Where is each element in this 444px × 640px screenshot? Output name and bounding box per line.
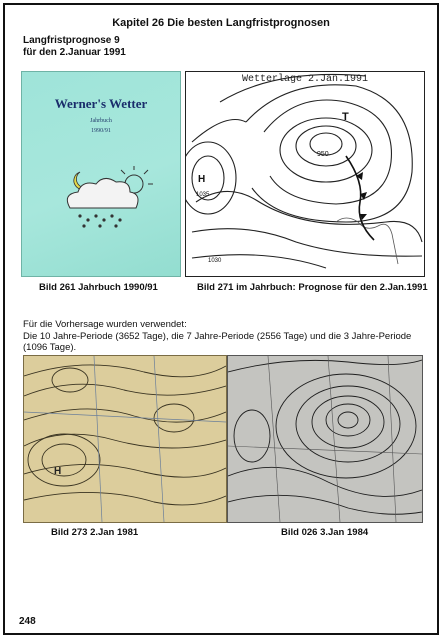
book-years: 1990/91 bbox=[91, 128, 111, 134]
body-paragraph bbox=[23, 319, 423, 354]
forecast-heading: Langfristprognose 9 bbox=[23, 35, 120, 46]
caption-fig026: Bild 026 3.Jan 1984 bbox=[281, 527, 369, 538]
pressure-1030-label: 1030 bbox=[208, 258, 222, 264]
book-title: Werner's Wetter bbox=[54, 96, 148, 111]
chapter-title: Kapitel 26 Die besten Langfristprognosen bbox=[112, 17, 330, 29]
caption-fig261: Bild 261 Jahrbuch 1990/91 bbox=[39, 282, 158, 293]
pressure-950-label: 950 bbox=[317, 151, 329, 158]
map-title: Wetterlage 2.Jan.1991 bbox=[242, 74, 369, 85]
weather-map-1991 bbox=[185, 71, 425, 277]
body-intro: Für die Vorhersage wurden verwendet: bbox=[23, 319, 187, 330]
weather-icon bbox=[22, 72, 180, 276]
isobar-map-1984 bbox=[228, 356, 422, 522]
weather-map-1981 bbox=[23, 355, 227, 523]
high-pressure-label-1981: H bbox=[54, 466, 62, 477]
forecast-date: für den 2.Januar 1991 bbox=[23, 47, 126, 58]
book-subtitle: Jahrbuch bbox=[90, 118, 112, 124]
caption-fig271: Bild 271 im Jahrbuch: Prognose für den 2.Jan.1991 bbox=[197, 282, 428, 293]
caption-fig273: Bild 273 2.Jan 1981 bbox=[51, 527, 139, 538]
weather-map-1984 bbox=[227, 355, 423, 523]
book-cover-image bbox=[21, 71, 181, 277]
pressure-1035-label: 1035 bbox=[196, 192, 210, 198]
high-pressure-label: H bbox=[198, 174, 206, 185]
isobar-map bbox=[186, 72, 424, 276]
isobar-map-1981 bbox=[24, 356, 226, 522]
document-page bbox=[3, 3, 439, 635]
page-number: 248 bbox=[19, 616, 36, 627]
low-pressure-label: T bbox=[342, 111, 349, 123]
body-periods: Die 10 Jahre-Periode (3652 Tage), die 7 Jahre-Periode (2556 Tage) und die 3 Jahre-Periode (1096 Tage). bbox=[23, 330, 412, 353]
